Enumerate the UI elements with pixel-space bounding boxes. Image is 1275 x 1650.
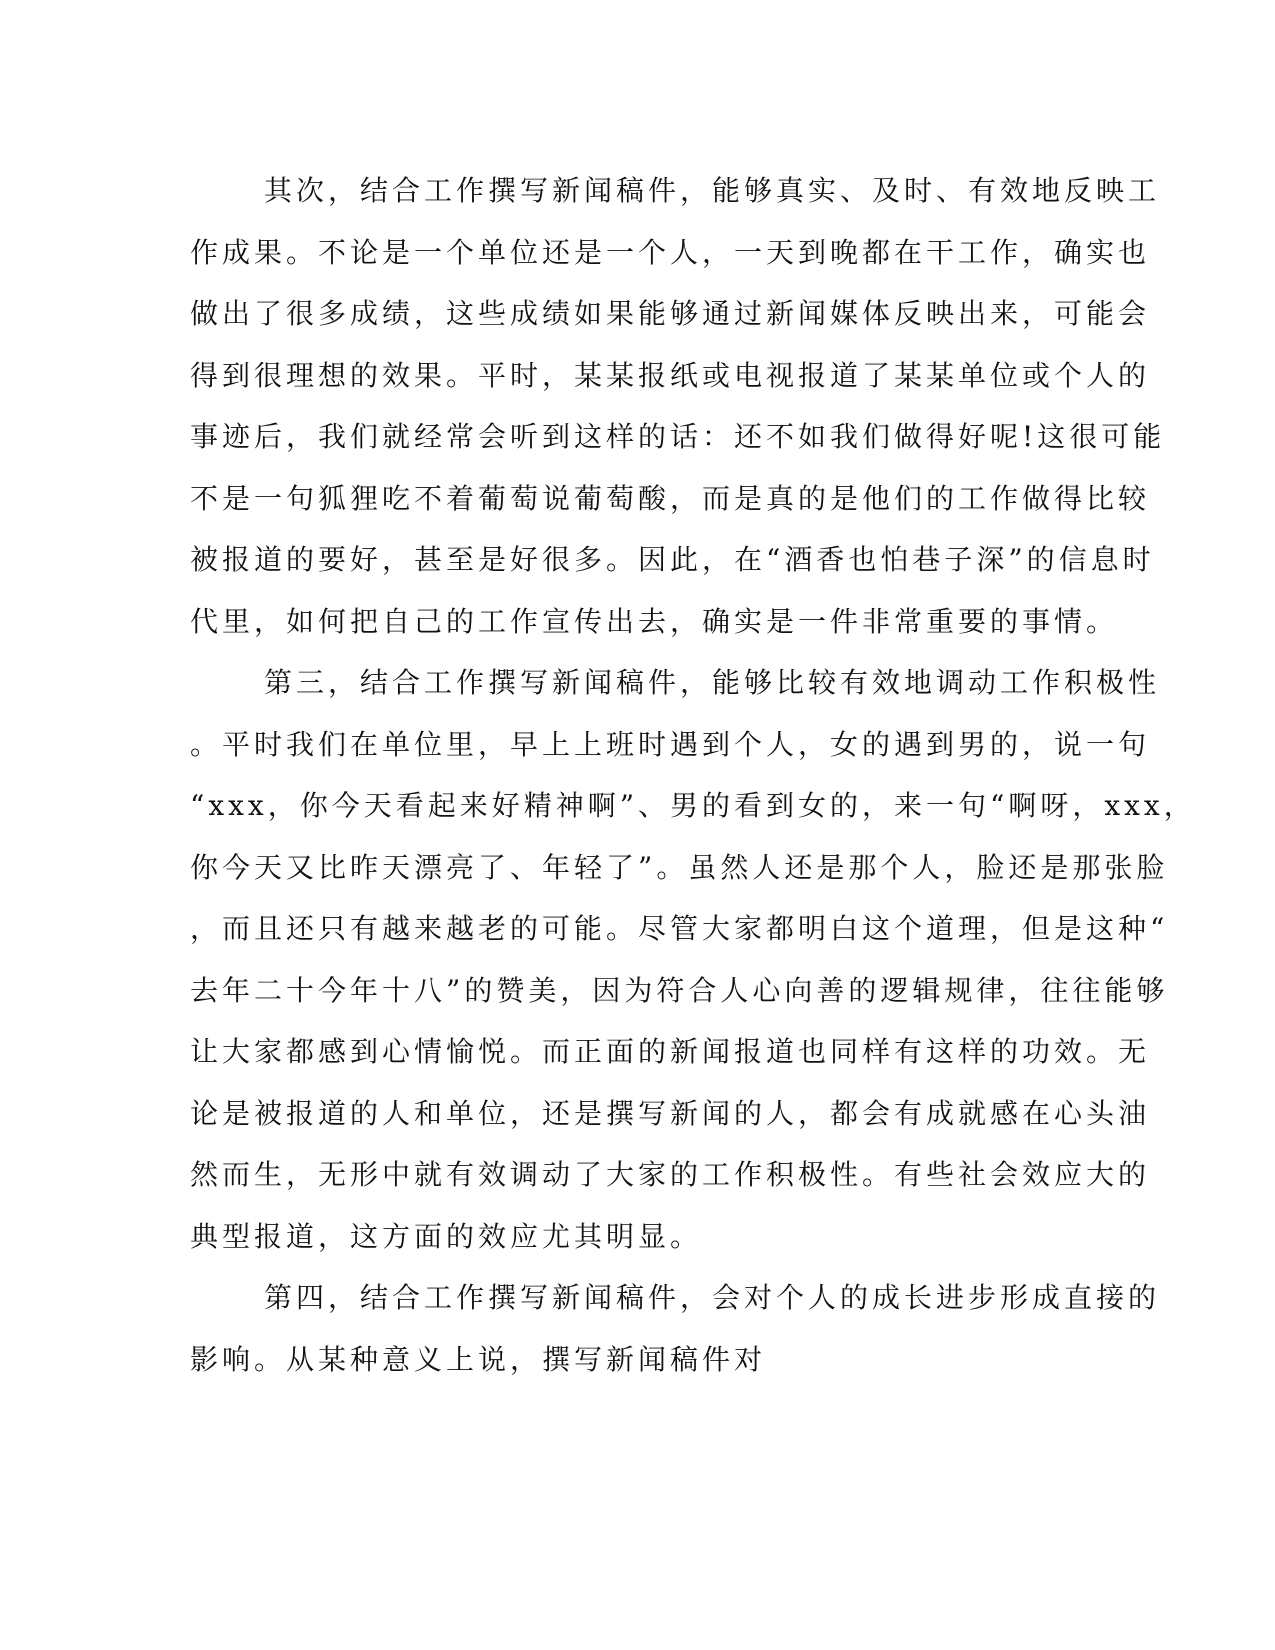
- text-line: 让大家都感到心情愉悦。而正面的新闻报道也同样有这样的功效。无: [190, 1035, 1151, 1068]
- document-body: [190, 160, 1196, 1390]
- text-line: 论是被报道的人和单位，还是撰写新闻的人，都会有成就感在心头油: [190, 1096, 1151, 1130]
- paragraph-fourth-point: [190, 1267, 1161, 1390]
- text-line: 作成果。不论是一个单位还是一个人，一天到晚都在干工作，确实也: [190, 235, 1151, 269]
- text-line: 。平时我们在单位里，早上上班时遇到个人，女的遇到男的，说一句: [190, 727, 1151, 761]
- text-line: ，而且还只有越来越老的可能。尽管大家都明白这个道理，但是这种“: [190, 912, 1169, 945]
- text-line: 去年二十今年十八”的赞美，因为符合人心向善的逻辑规律，往往能够: [190, 973, 1169, 1007]
- text-line: 然而生，无形中就有效调动了大家的工作积极性。有些社会效应大的: [190, 1158, 1151, 1191]
- text-line: 不是一句狐狸吃不着葡萄说葡萄酸，而是真的是他们的工作做得比较: [190, 481, 1151, 515]
- text-line: 典型报道，这方面的效应尤其明显。: [190, 1219, 703, 1253]
- text-line: 代里，如何把自己的工作宣传出去，确实是一件非常重要的事情。: [190, 604, 1119, 638]
- paragraph-second-point: [190, 160, 1166, 652]
- text-line: 事迹后，我们就经常会听到这样的话：还不如我们做得好呢!这很可能: [190, 420, 1166, 453]
- text-line: 你今天又比昨天漂亮了、年轻了”。虽然人还是那个人，脸还是那张脸: [190, 850, 1169, 884]
- text-line: 被报道的要好，甚至是好很多。因此，在“酒香也怕巷子深”的信息时: [190, 543, 1155, 576]
- text-line: 影响。从某种意义上说，撰写新闻稿件对: [190, 1342, 767, 1376]
- text-line: 其次，结合工作撰写新闻稿件，能够真实、及时、有效地反映工: [264, 174, 1161, 207]
- text-line: “xxx，你今天看起来好精神啊”、男的看到女的，来一句“啊呀，xxx，: [190, 789, 1196, 822]
- text-line: 第三，结合工作撰写新闻稿件，能够比较有效地调动工作积极性: [264, 666, 1161, 699]
- text-line: 第四，结合工作撰写新闻稿件，会对个人的成长进步形成直接的: [264, 1281, 1161, 1314]
- paragraph-third-point: [190, 652, 1196, 1267]
- text-line: 得到很理想的效果。平时，某某报纸或电视报道了某某单位或个人的: [190, 358, 1151, 392]
- text-line: 做出了很多成绩，这些成绩如果能够通过新闻媒体反映出来，可能会: [190, 297, 1151, 330]
